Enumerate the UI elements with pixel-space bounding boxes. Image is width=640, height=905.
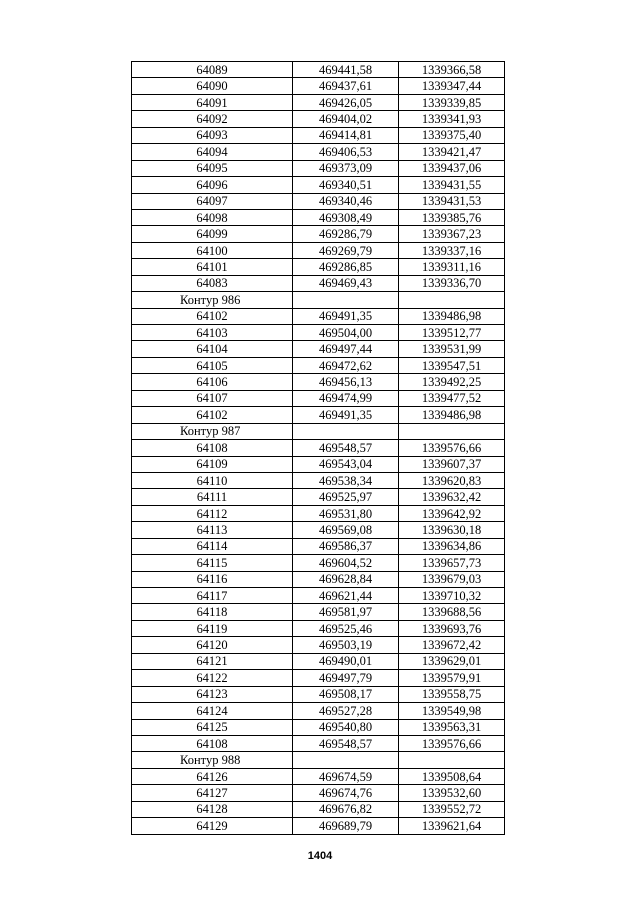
- point-number-cell: 64094: [132, 144, 293, 160]
- y-coordinate-cell: 1339558,75: [399, 686, 505, 702]
- y-coordinate-cell: 1339336,70: [399, 275, 505, 291]
- x-coordinate-cell: 469527,28: [293, 703, 399, 719]
- point-number-cell: 64091: [132, 94, 293, 110]
- y-coordinate-cell: 1339431,55: [399, 177, 505, 193]
- y-coordinate-cell: 1339375,40: [399, 127, 505, 143]
- x-coordinate-cell: 469586,37: [293, 538, 399, 554]
- x-coordinate-cell: 469504,00: [293, 325, 399, 341]
- point-number-cell: 64102: [132, 308, 293, 324]
- empty-cell: [399, 292, 505, 308]
- point-number-cell: 64106: [132, 374, 293, 390]
- table-row: [132, 407, 505, 423]
- table-row: [132, 390, 505, 406]
- point-number-cell: 64104: [132, 341, 293, 357]
- x-coordinate-cell: 469404,02: [293, 111, 399, 127]
- y-coordinate-cell: 1339347,44: [399, 78, 505, 94]
- x-coordinate-cell: 469540,80: [293, 719, 399, 735]
- y-coordinate-cell: 1339486,98: [399, 407, 505, 423]
- table-row: [132, 325, 505, 341]
- point-number-cell: 64083: [132, 275, 293, 291]
- table-row: [132, 472, 505, 488]
- table-row: [132, 670, 505, 686]
- contour-label: Контур 987: [132, 423, 293, 439]
- table-row: [132, 193, 505, 209]
- x-coordinate-cell: 469286,85: [293, 259, 399, 275]
- x-coordinate-cell: 469569,08: [293, 522, 399, 538]
- x-coordinate-cell: 469474,99: [293, 390, 399, 406]
- y-coordinate-cell: 1339579,91: [399, 670, 505, 686]
- y-coordinate-cell: 1339621,64: [399, 818, 505, 834]
- y-coordinate-cell: 1339620,83: [399, 472, 505, 488]
- point-number-cell: 64121: [132, 653, 293, 669]
- x-coordinate-cell: 469437,61: [293, 78, 399, 94]
- table-row: [132, 703, 505, 719]
- y-coordinate-cell: 1339477,52: [399, 390, 505, 406]
- empty-cell: [293, 292, 399, 308]
- table-row: [132, 94, 505, 110]
- table-row: [132, 719, 505, 735]
- y-coordinate-cell: 1339630,18: [399, 522, 505, 538]
- table-row: [132, 127, 505, 143]
- x-coordinate-cell: 469508,17: [293, 686, 399, 702]
- point-number-cell: 64096: [132, 177, 293, 193]
- y-coordinate-cell: 1339693,76: [399, 620, 505, 636]
- point-number-cell: 64102: [132, 407, 293, 423]
- x-coordinate-cell: 469674,76: [293, 785, 399, 801]
- table-row: [132, 341, 505, 357]
- y-coordinate-cell: 1339311,16: [399, 259, 505, 275]
- point-number-cell: 64117: [132, 588, 293, 604]
- table-row: [132, 522, 505, 538]
- empty-cell: [399, 423, 505, 439]
- y-coordinate-cell: 1339339,85: [399, 94, 505, 110]
- y-coordinate-cell: 1339431,53: [399, 193, 505, 209]
- y-coordinate-cell: 1339366,58: [399, 62, 505, 78]
- point-number-cell: 64098: [132, 209, 293, 225]
- point-number-cell: 64120: [132, 637, 293, 653]
- x-coordinate-cell: 469525,46: [293, 620, 399, 636]
- y-coordinate-cell: 1339632,42: [399, 489, 505, 505]
- y-coordinate-cell: 1339367,23: [399, 226, 505, 242]
- x-coordinate-cell: 469621,44: [293, 588, 399, 604]
- empty-cell: [399, 752, 505, 768]
- point-number-cell: 64125: [132, 719, 293, 735]
- table-row: [132, 144, 505, 160]
- point-number-cell: 64128: [132, 801, 293, 817]
- x-coordinate-cell: 469269,79: [293, 242, 399, 258]
- point-number-cell: 64097: [132, 193, 293, 209]
- y-coordinate-cell: 1339486,98: [399, 308, 505, 324]
- point-number-cell: 64129: [132, 818, 293, 834]
- y-coordinate-cell: 1339679,03: [399, 571, 505, 587]
- y-coordinate-cell: 1339629,01: [399, 653, 505, 669]
- point-number-cell: 64112: [132, 505, 293, 521]
- table-row: [132, 653, 505, 669]
- point-number-cell: 64113: [132, 522, 293, 538]
- y-coordinate-cell: 1339385,76: [399, 209, 505, 225]
- point-number-cell: 64100: [132, 242, 293, 258]
- x-coordinate-cell: 469340,46: [293, 193, 399, 209]
- table-row: [132, 259, 505, 275]
- y-coordinate-cell: 1339341,93: [399, 111, 505, 127]
- point-number-cell: 64127: [132, 785, 293, 801]
- x-coordinate-cell: 469628,84: [293, 571, 399, 587]
- x-coordinate-cell: 469548,57: [293, 440, 399, 456]
- table-row: [132, 571, 505, 587]
- y-coordinate-cell: 1339642,92: [399, 505, 505, 521]
- x-coordinate-cell: 469497,44: [293, 341, 399, 357]
- page-number: 1404: [307, 850, 333, 862]
- x-coordinate-cell: 469441,58: [293, 62, 399, 78]
- point-number-cell: 64092: [132, 111, 293, 127]
- table-row: [132, 275, 505, 291]
- y-coordinate-cell: 1339547,51: [399, 357, 505, 373]
- point-number-cell: 64108: [132, 735, 293, 751]
- y-coordinate-cell: 1339688,56: [399, 604, 505, 620]
- x-coordinate-cell: 469406,53: [293, 144, 399, 160]
- x-coordinate-cell: 469469,43: [293, 275, 399, 291]
- point-number-cell: 64111: [132, 489, 293, 505]
- empty-cell: [293, 423, 399, 439]
- table-row: [132, 489, 505, 505]
- x-coordinate-cell: 469538,34: [293, 472, 399, 488]
- x-coordinate-cell: 469604,52: [293, 555, 399, 571]
- table-row: [132, 308, 505, 324]
- coordinates-table-body: [132, 62, 505, 835]
- x-coordinate-cell: 469456,13: [293, 374, 399, 390]
- x-coordinate-cell: 469503,19: [293, 637, 399, 653]
- y-coordinate-cell: 1339531,99: [399, 341, 505, 357]
- point-number-cell: 64114: [132, 538, 293, 554]
- point-number-cell: 64109: [132, 456, 293, 472]
- table-row: [132, 209, 505, 225]
- y-coordinate-cell: 1339576,66: [399, 735, 505, 751]
- point-number-cell: 64089: [132, 62, 293, 78]
- y-coordinate-cell: 1339634,86: [399, 538, 505, 554]
- x-coordinate-cell: 469490,01: [293, 653, 399, 669]
- point-number-cell: 64118: [132, 604, 293, 620]
- y-coordinate-cell: 1339710,32: [399, 588, 505, 604]
- table-row: [132, 456, 505, 472]
- y-coordinate-cell: 1339552,72: [399, 801, 505, 817]
- point-number-cell: 64095: [132, 160, 293, 176]
- x-coordinate-cell: 469497,79: [293, 670, 399, 686]
- y-coordinate-cell: 1339607,37: [399, 456, 505, 472]
- point-number-cell: 64116: [132, 571, 293, 587]
- point-number-cell: 64103: [132, 325, 293, 341]
- table-row: [132, 62, 505, 78]
- table-row: [132, 440, 505, 456]
- y-coordinate-cell: 1339421,47: [399, 144, 505, 160]
- table-row: [132, 538, 505, 554]
- x-coordinate-cell: 469414,81: [293, 127, 399, 143]
- x-coordinate-cell: 469525,97: [293, 489, 399, 505]
- point-number-cell: 64123: [132, 686, 293, 702]
- x-coordinate-cell: 469491,35: [293, 407, 399, 423]
- table-row: [132, 357, 505, 373]
- table-row: [132, 801, 505, 817]
- x-coordinate-cell: 469491,35: [293, 308, 399, 324]
- point-number-cell: 64126: [132, 768, 293, 784]
- point-number-cell: 64122: [132, 670, 293, 686]
- table-row: [132, 785, 505, 801]
- x-coordinate-cell: 469581,97: [293, 604, 399, 620]
- x-coordinate-cell: 469286,79: [293, 226, 399, 242]
- y-coordinate-cell: 1339576,66: [399, 440, 505, 456]
- point-number-cell: 64099: [132, 226, 293, 242]
- table-row: [132, 226, 505, 242]
- coordinates-table: [131, 61, 505, 835]
- point-number-cell: 64090: [132, 78, 293, 94]
- point-number-cell: 64101: [132, 259, 293, 275]
- point-number-cell: 64105: [132, 357, 293, 373]
- x-coordinate-cell: 469548,57: [293, 735, 399, 751]
- table-row: [132, 768, 505, 784]
- contour-label: Контур 988: [132, 752, 293, 768]
- y-coordinate-cell: 1339563,31: [399, 719, 505, 735]
- x-coordinate-cell: 469543,04: [293, 456, 399, 472]
- contour-header-row: [132, 292, 505, 308]
- x-coordinate-cell: 469373,09: [293, 160, 399, 176]
- point-number-cell: 64093: [132, 127, 293, 143]
- y-coordinate-cell: 1339672,42: [399, 637, 505, 653]
- x-coordinate-cell: 469472,62: [293, 357, 399, 373]
- table-row: [132, 588, 505, 604]
- y-coordinate-cell: 1339549,98: [399, 703, 505, 719]
- table-row: [132, 111, 505, 127]
- table-row: [132, 818, 505, 834]
- table-row: [132, 78, 505, 94]
- y-coordinate-cell: 1339437,06: [399, 160, 505, 176]
- y-coordinate-cell: 1339337,16: [399, 242, 505, 258]
- x-coordinate-cell: 469689,79: [293, 818, 399, 834]
- y-coordinate-cell: 1339532,60: [399, 785, 505, 801]
- table-row: [132, 177, 505, 193]
- table-row: [132, 637, 505, 653]
- table-row: [132, 242, 505, 258]
- x-coordinate-cell: 469531,80: [293, 505, 399, 521]
- table-row: [132, 735, 505, 751]
- table-row: [132, 604, 505, 620]
- y-coordinate-cell: 1339657,73: [399, 555, 505, 571]
- y-coordinate-cell: 1339512,77: [399, 325, 505, 341]
- point-number-cell: 64108: [132, 440, 293, 456]
- table-row: [132, 505, 505, 521]
- point-number-cell: 64119: [132, 620, 293, 636]
- point-number-cell: 64124: [132, 703, 293, 719]
- table-row: [132, 555, 505, 571]
- contour-label: Контур 986: [132, 292, 293, 308]
- y-coordinate-cell: 1339492,25: [399, 374, 505, 390]
- x-coordinate-cell: 469426,05: [293, 94, 399, 110]
- empty-cell: [293, 752, 399, 768]
- x-coordinate-cell: 469676,82: [293, 801, 399, 817]
- x-coordinate-cell: 469308,49: [293, 209, 399, 225]
- point-number-cell: 64115: [132, 555, 293, 571]
- point-number-cell: 64107: [132, 390, 293, 406]
- x-coordinate-cell: 469340,51: [293, 177, 399, 193]
- x-coordinate-cell: 469674,59: [293, 768, 399, 784]
- y-coordinate-cell: 1339508,64: [399, 768, 505, 784]
- point-number-cell: 64110: [132, 472, 293, 488]
- contour-header-row: [132, 752, 505, 768]
- contour-header-row: [132, 423, 505, 439]
- table-row: [132, 686, 505, 702]
- table-row: [132, 374, 505, 390]
- table-row: [132, 620, 505, 636]
- table-row: [132, 160, 505, 176]
